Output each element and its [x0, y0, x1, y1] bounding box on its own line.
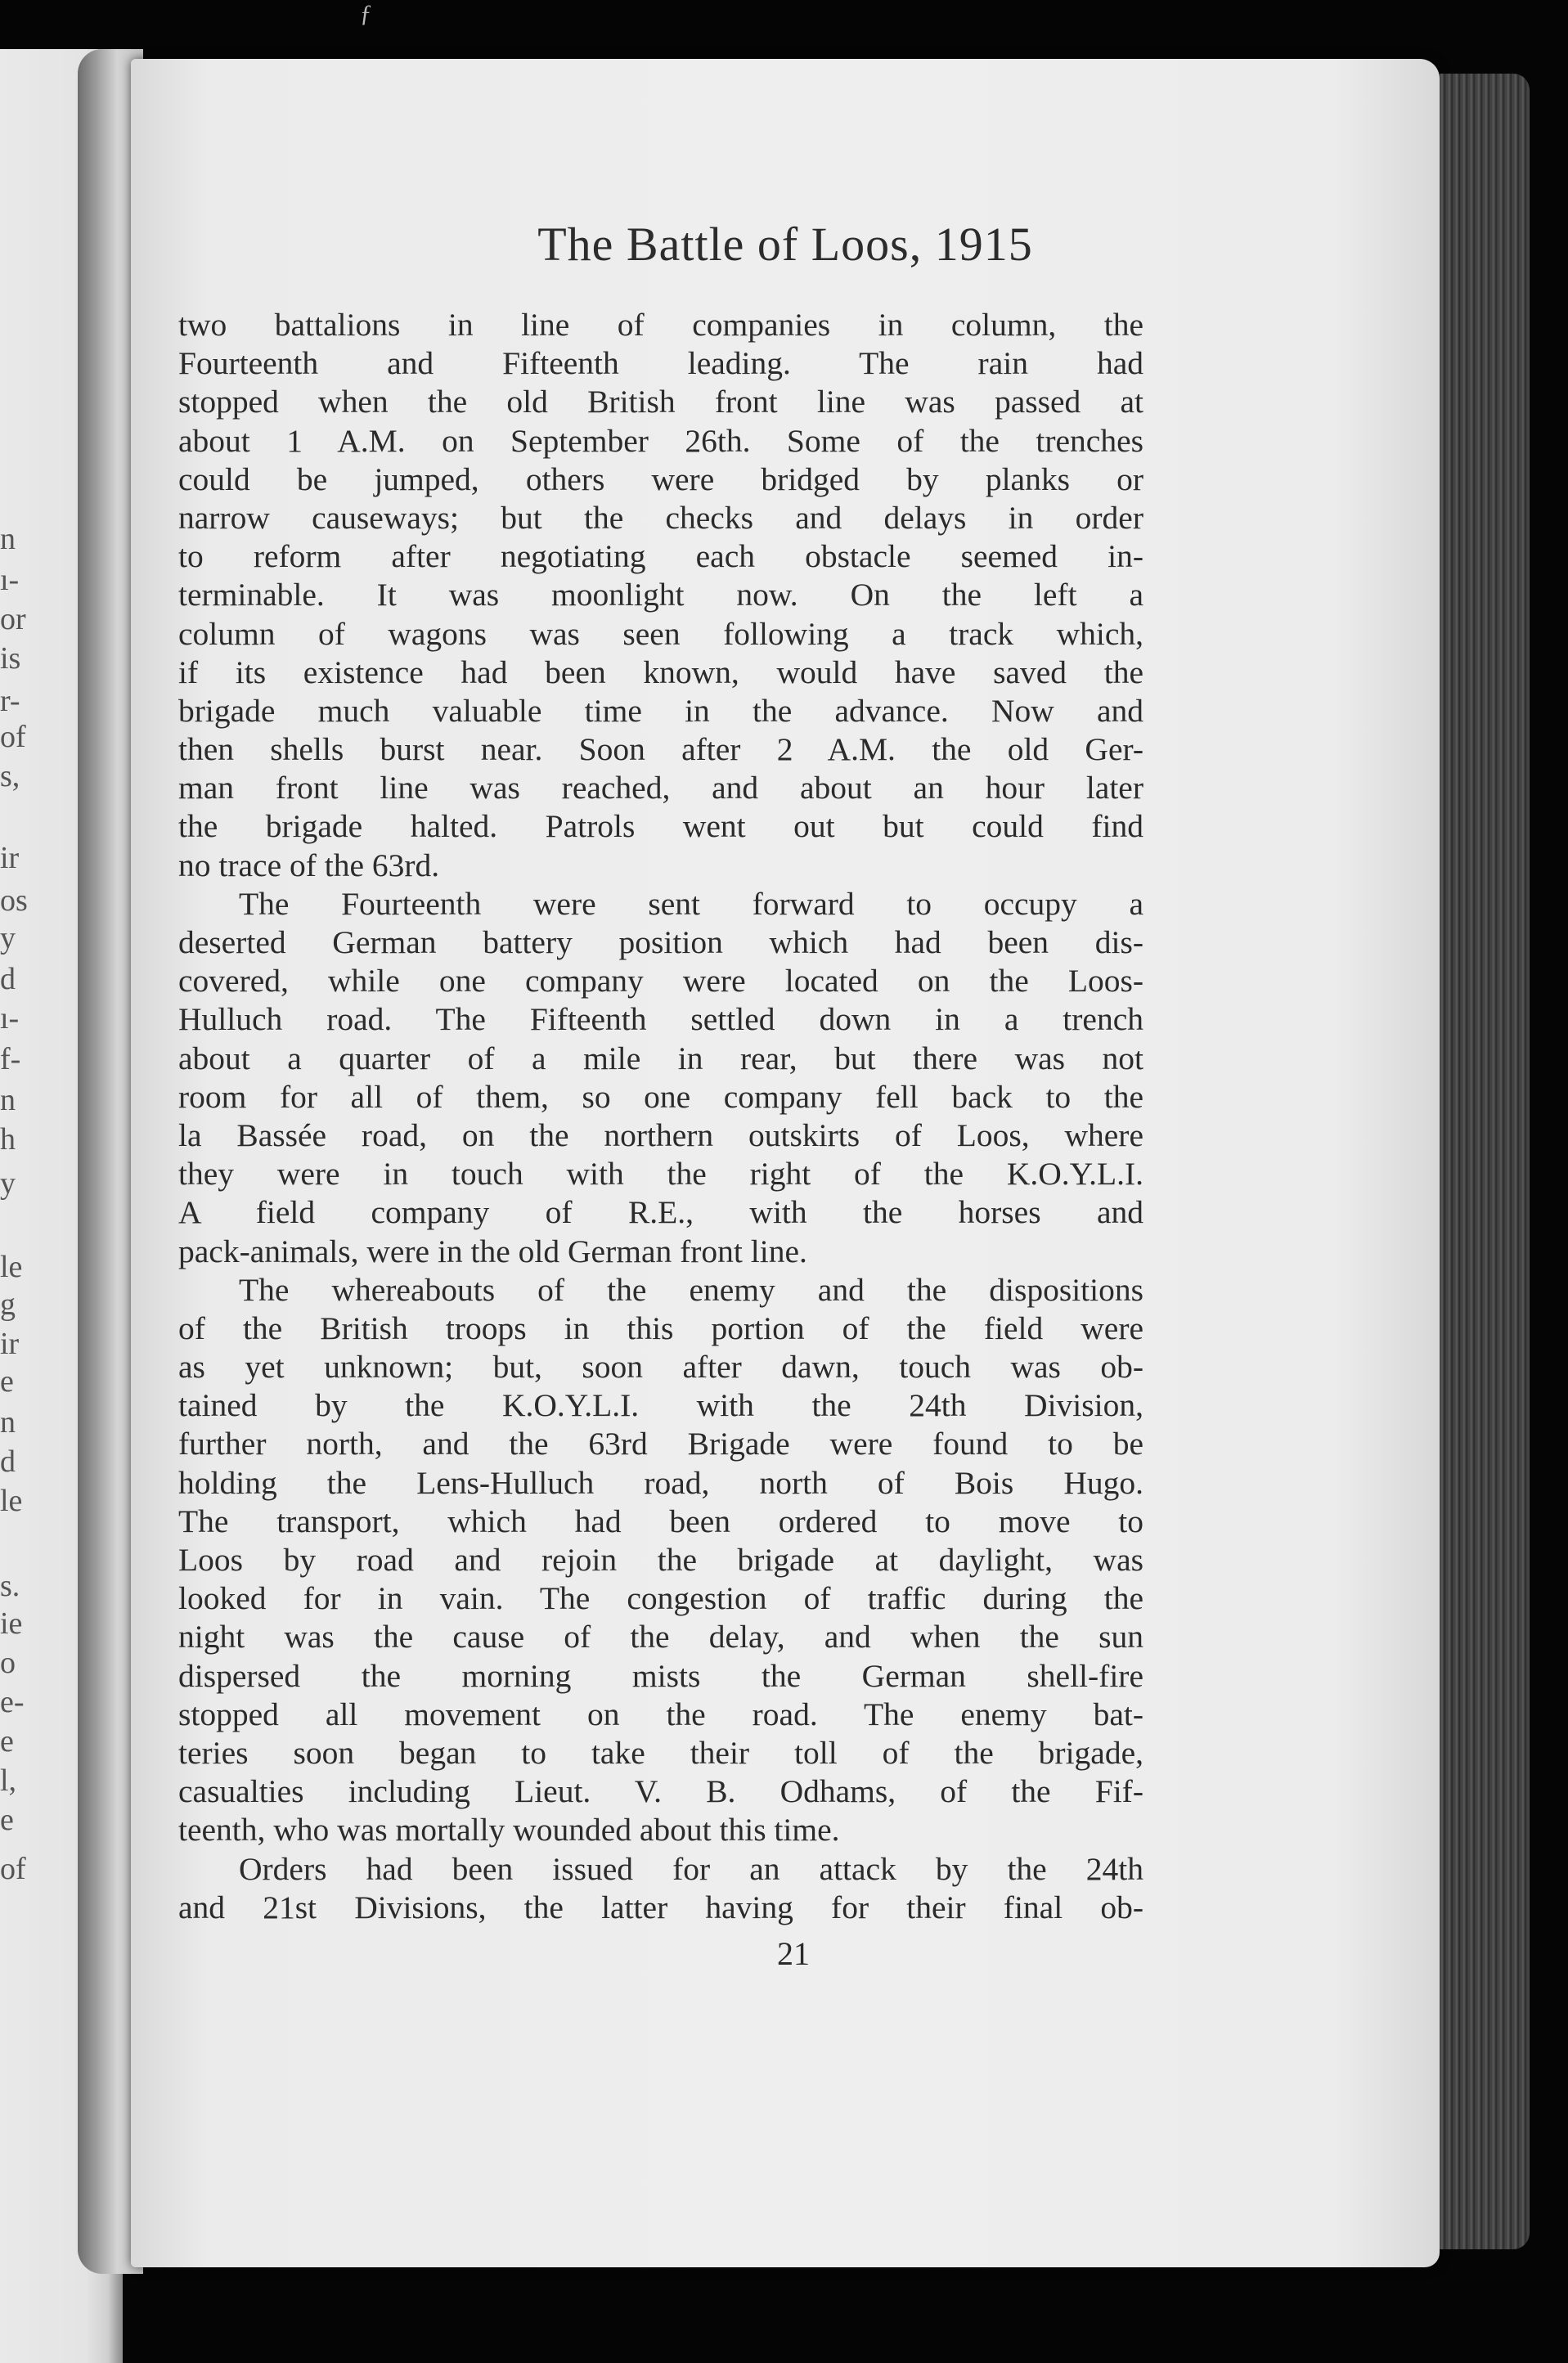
text-line: they were in touch with the right of the K.O.Y.L.I.: [178, 1156, 1143, 1193]
page-edges: [1440, 74, 1530, 2249]
text-line: Orders had been issued for an attack by the 24th: [239, 1850, 1143, 1887]
facing-page-fragment: ie: [0, 1606, 23, 1641]
text-line: and 21st Divisions, the latter having for their final ob-: [178, 1889, 1143, 1925]
text-line: pack-animals, were in the old German front line.: [178, 1233, 807, 1269]
text-line: stopped all movement on the road. The enemy bat-: [178, 1696, 1143, 1732]
facing-page-fragment: ı-: [0, 1001, 20, 1035]
text-line: Loos by road and rejoin the brigade at daylight, was: [178, 1542, 1143, 1578]
text-line: if its existence had been known, would have saved the: [178, 654, 1143, 690]
text-line: teries soon began to take their toll of the brigade,: [178, 1734, 1143, 1771]
facing-page-fragment: ir: [0, 841, 20, 875]
facing-page-fragment: ı-: [0, 563, 20, 597]
text-line: The Fourteenth were sent forward to occupy a: [239, 885, 1143, 922]
facing-page-fragment: l,: [0, 1763, 17, 1798]
text-line: deserted German battery position which had been dis-: [178, 924, 1143, 960]
text-line: covered, while one company were located on the Loos-: [178, 963, 1143, 1000]
text-line: dispersed the morning mists the German shell-fire: [178, 1657, 1143, 1694]
text-line: teenth, who was mortally wounded about this time.: [178, 1812, 840, 1849]
text-line: further north, and the 63rd Brigade were found to be: [178, 1426, 1143, 1462]
text-line: Fourteenth and Fifteenth leading. The rain had: [178, 345, 1143, 382]
facing-page-fragment: le: [0, 1250, 23, 1284]
text-line: tained by the K.O.Y.L.I. with the 24th Division,: [178, 1387, 1143, 1424]
facing-page-fragment: d: [0, 1444, 16, 1479]
facing-page-fragment: of: [0, 720, 26, 754]
facing-page-fragment: e: [0, 1724, 14, 1759]
text-line: about 1 A.M. on September 26th. Some of the trenches: [178, 422, 1143, 459]
facing-page-fragment: f-: [0, 1042, 21, 1076]
facing-page-fragment: n: [0, 522, 16, 556]
facing-page-fragment: or: [0, 602, 26, 636]
text-line: narrow causeways; but the checks and delays in order: [178, 499, 1143, 536]
text-line: la Bassée road, on the northern outskirts of Loos, where: [178, 1116, 1143, 1153]
text-line: brigade much valuable time in the advance. Now and: [178, 692, 1143, 729]
facing-page-fragment: o: [0, 1646, 16, 1680]
text-line: casualties including Lieut. V. B. Odhams, of the Fif-: [178, 1773, 1143, 1810]
text-line: Hulluch road. The Fifteenth settled down in a trench: [178, 1001, 1143, 1038]
top-mark: ƒ: [360, 0, 372, 27]
text-line: night was the cause of the delay, and when the sun: [178, 1619, 1143, 1655]
facing-page-fragment: is: [0, 641, 21, 676]
text-line: A field company of R.E., with the horses and: [178, 1194, 1143, 1231]
facing-page-fragment: d: [0, 962, 16, 996]
text-line: as yet unknown; but, soon after dawn, touch was ob-: [178, 1349, 1143, 1386]
text-line: The transport, which had been ordered to move to: [178, 1503, 1143, 1539]
facing-page-fragment: y: [0, 1166, 16, 1201]
facing-page-fragment: e: [0, 1364, 14, 1399]
facing-page-fragment: os: [0, 883, 28, 918]
text-line: then shells burst near. Soon after 2 A.M. the old Ger-: [178, 731, 1143, 768]
text-line: about a quarter of a mile in rear, but there was not: [178, 1040, 1143, 1076]
facing-page-fragment: ir: [0, 1327, 20, 1361]
facing-page-fragment: y: [0, 921, 16, 955]
text-line: holding the Lens-Hulluch road, north of Bois Hugo.: [178, 1464, 1143, 1501]
text-line: could be jumped, others were bridged by planks or: [178, 460, 1143, 497]
page-number: 21: [777, 1935, 810, 1972]
text-line: looked for in vain. The congestion of traffic during the: [178, 1580, 1143, 1617]
text-line: The whereabouts of the enemy and the dispositions: [239, 1271, 1143, 1308]
facing-page-fragment: of: [0, 1852, 26, 1886]
facing-page-fragment: s,: [0, 759, 20, 793]
facing-page-fragment: h: [0, 1122, 16, 1157]
facing-page-fragment: s.: [0, 1569, 20, 1603]
text-line: to reform after negotiating each obstacle seemed in-: [178, 538, 1143, 575]
text-line: the brigade halted. Patrols went out but could find: [178, 808, 1143, 845]
body-text: [178, 306, 1143, 1927]
text-line: column of wagons was seen following a track which,: [178, 615, 1143, 652]
facing-page-fragment: n: [0, 1083, 16, 1117]
text-line: man front line was reached, and about an hour later: [178, 770, 1143, 806]
facing-page-fragment: g: [0, 1287, 16, 1322]
text-line: room for all of them, so one company fell back to the: [178, 1078, 1143, 1115]
text-line: of the British troops in this portion of the field were: [178, 1310, 1143, 1346]
facing-page-fragment: le: [0, 1484, 23, 1518]
facing-page-fragment: n: [0, 1405, 16, 1440]
page-title: The Battle of Loos, 1915: [537, 218, 1033, 271]
facing-page-fragment: r-: [0, 684, 20, 718]
facing-page-fragment: e: [0, 1803, 14, 1837]
text-line: stopped when the old British front line was passed at: [178, 384, 1143, 420]
text-line: two battalions in line of companies in column, the: [178, 307, 1143, 343]
text-line: no trace of the 63rd.: [178, 847, 440, 883]
facing-page-fragment: e-: [0, 1685, 25, 1719]
text-line: terminable. It was moonlight now. On the left a: [178, 577, 1143, 613]
